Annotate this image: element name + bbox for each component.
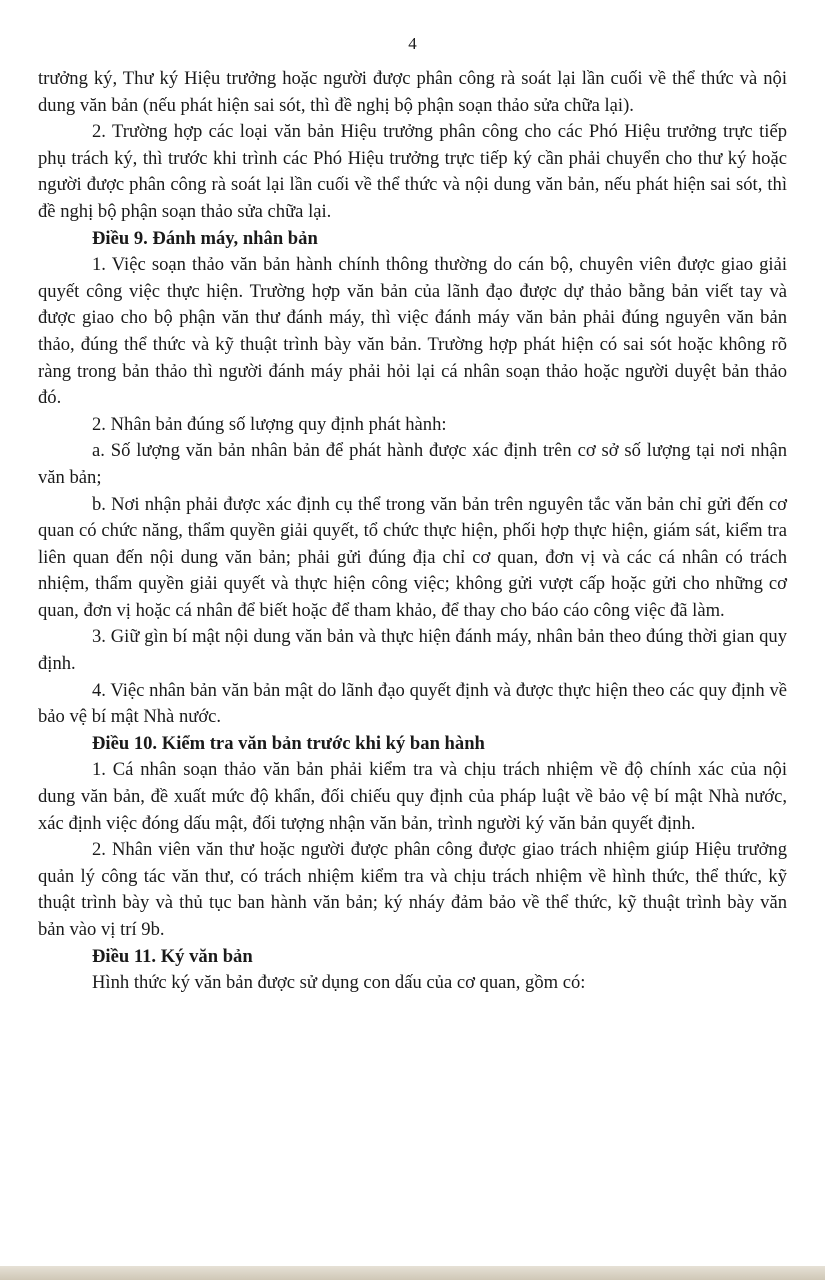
page-bottom-edge <box>0 1266 825 1280</box>
paragraph: 3. Giữ gìn bí mật nội dung văn bản và thực hiện đánh máy, nhân bản theo đúng thời gian quy định. <box>38 626 787 675</box>
page-number: 4 <box>408 34 417 53</box>
paragraph: Hình thức ký văn bản được sử dụng con dấu của cơ quan, gồm có: <box>92 972 586 994</box>
paragraph: 2. Nhân bản đúng số lượng quy định phát hành: <box>92 413 447 435</box>
paragraph: a. Số lượng văn bản nhân bản để phát hành được xác định trên cơ sở số lượng tại nơi nhận văn bản; <box>38 440 787 488</box>
paragraph: trưởng ký, Thư ký Hiệu trưởng hoặc người được phân công rà soát lại lần cuối về thể thức và nội dung văn bản (nếu phát hiện sai sót, thì đề nghị bộ phận soạn thảo sửa chữa lại). <box>38 68 787 116</box>
document-body <box>38 66 787 997</box>
article-heading-10: Điều 10. Kiểm tra văn bản trước khi ký ban hành <box>92 732 485 754</box>
paragraph: 1. Cá nhân soạn thảo văn bản phải kiểm tra và chịu trách nhiệm về độ chính xác của nội dung văn bản, đề xuất mức độ khẩn, đối chiếu quy định của pháp luật về bảo vệ bí mật Nhà nước, xác định việc đóng dấu mật, đối tượng nhận văn bản, trình người ký văn bản quyết định. <box>38 759 787 834</box>
paragraph: 2. Trường hợp các loại văn bản Hiệu trưởng phân công cho các Phó Hiệu trưởng trực tiếp phụ trách ký, thì trước khi trình các Phó Hiệu trưởng trực tiếp ký cần phải chuyển cho thư ký hoặc người được phân công rà soát lại lần cuối về thể thức và nội dung văn bản, nếu phát hiện sai sót, thì đề nghị bộ phận soạn thảo sửa chữa lại. <box>38 121 787 222</box>
paragraph: 4. Việc nhân bản văn bản mật do lãnh đạo quyết định và được thực hiện theo các quy định về bảo vệ bí mật Nhà nước. <box>38 679 787 728</box>
paragraph: 2. Nhân viên văn thư hoặc người được phân công được giao trách nhiệm giúp Hiệu trưởng quản lý công tác văn thư, có trách nhiệm kiểm tra và chịu trách nhiệm về hình thức, thể thức, kỹ thuật trình bày và thủ tục ban hành văn bản; ký nháy đảm bảo về thể thức, kỹ thuật trình bày văn bản vào vị trí 9b. <box>38 839 787 940</box>
paragraph: b. Nơi nhận phải được xác định cụ thể trong văn bản trên nguyên tắc văn bản chỉ gửi đến cơ quan có chức năng, thẩm quyền giải quyết, tổ chức thực hiện, phối hợp thực hiện, giám sát, kiểm tra liên quan đến nội dung văn bản; phải gửi đúng địa chỉ cơ quan, đơn vị và các cá nhân có trách nhiệm, thẩm quyền giải quyết và thực hiện công việc; không gửi vượt cấp hoặc gửi cho những cơ quan, đơn vị hoặc cá nhân để biết hoặc để tham khảo, để thay cho báo cáo công việc đã làm. <box>38 493 787 621</box>
paragraph: 1. Việc soạn thảo văn bản hành chính thông thường do cán bộ, chuyên viên được giao giải quyết công việc thực hiện. Trường hợp văn bản của lãnh đạo được dự thảo bằng bản viết tay và được giao cho bộ phận văn thư đánh máy, thì việc đánh máy văn bản phải đúng nguyên văn bản thảo, đúng thể thức và kỹ thuật trình bày văn bản. Trường hợp phát hiện có sai sót hoặc không rõ ràng trong bản thảo thì người đánh máy phải hỏi lại cá nhân soạn thảo hoặc người duyệt bản thảo đó. <box>38 254 787 409</box>
article-heading-11: Điều 11. Ký văn bản <box>92 945 253 967</box>
article-heading-9: Điều 9. Đánh máy, nhân bản <box>92 227 318 249</box>
